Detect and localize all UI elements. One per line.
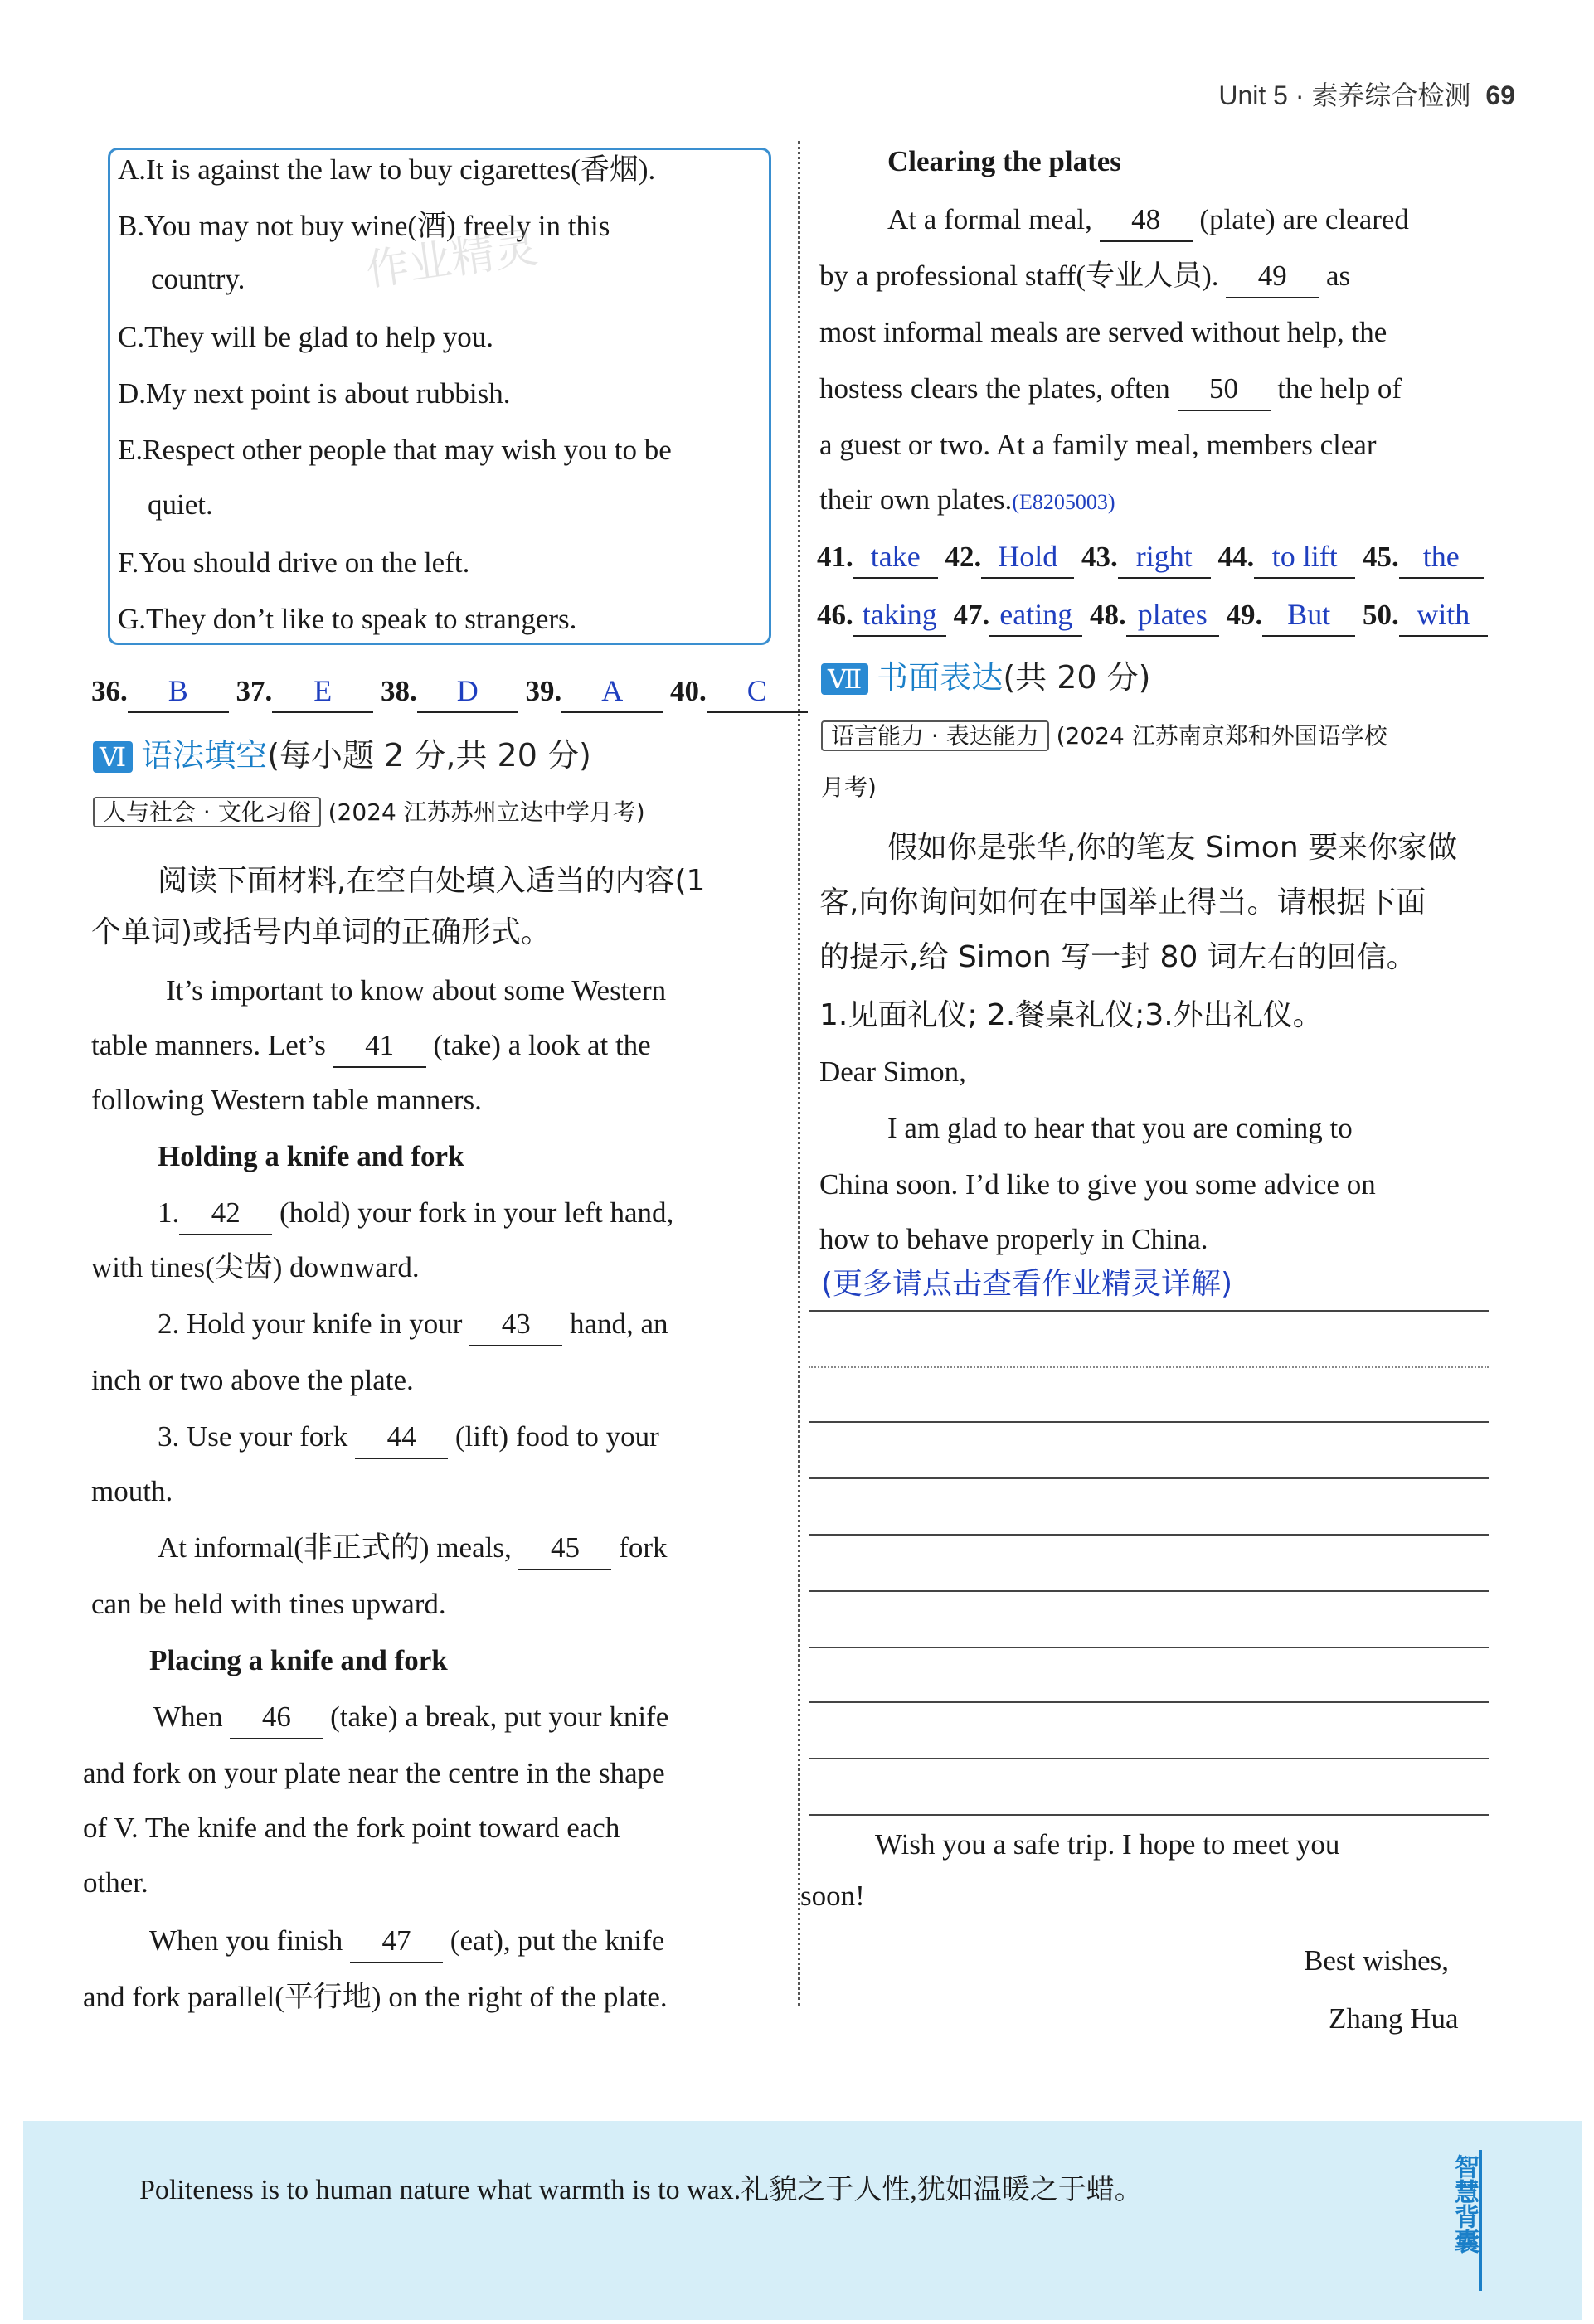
writing-line[interactable] xyxy=(809,1477,1489,1479)
answer-49: But xyxy=(1262,594,1355,637)
footer-side-bar xyxy=(1479,2150,1482,2291)
num-45: 45. xyxy=(1363,541,1399,573)
section-7-instr-1: 假如你是张华,你的笔友 Simon 要来你家做 xyxy=(887,831,1458,865)
passage-p1b: table manners. Let’s 41 (take) a look at the xyxy=(91,1025,651,1068)
passage-p1c: following Western table manners. xyxy=(91,1084,482,1116)
answer-45: the xyxy=(1399,536,1484,579)
passage-p3b: and fork on your plate near the centre in the shape xyxy=(83,1757,665,1789)
passage-item-3: 3. Use your fork 44 (lift) food to your xyxy=(158,1416,659,1459)
num-47: 47. xyxy=(953,599,990,631)
question-code: (E8205003) xyxy=(1012,490,1115,514)
answer-37: E xyxy=(272,670,373,713)
page-number: 69 xyxy=(1485,80,1515,110)
answer-50: with xyxy=(1399,594,1488,637)
section-7-tag-line xyxy=(821,718,1387,754)
answer-40: C xyxy=(707,670,808,713)
passage-p5: At a formal meal, 48 (plate) are cleared xyxy=(887,199,1409,242)
option-b-cont: country. xyxy=(151,263,245,295)
writing-line[interactable] xyxy=(809,1421,1489,1423)
passage-item-1b: with tines(尖齿) downward. xyxy=(91,1251,420,1283)
option-d: D.My next point is about rubbish. xyxy=(118,377,511,410)
passage-item-1: 1. 42 (hold) your fork in your left hand, xyxy=(158,1192,673,1235)
num-37: 37. xyxy=(236,675,273,707)
num-40: 40. xyxy=(670,675,707,707)
passage-item-2b: inch or two above the plate. xyxy=(91,1364,414,1396)
heading-holding: Holding a knife and fork xyxy=(158,1140,464,1172)
section-6-instr-1: 阅读下面材料,在空白处填入适当的内容(1 xyxy=(158,864,706,898)
section-6-number: Ⅵ xyxy=(93,741,133,773)
blank-45: 45 xyxy=(518,1527,611,1570)
writing-line[interactable] xyxy=(809,1814,1489,1816)
num-41: 41. xyxy=(817,541,853,573)
passage-p5c: most informal meals are served without help, the xyxy=(819,316,1387,348)
writing-line[interactable] xyxy=(809,1534,1489,1536)
answer-36: B xyxy=(128,670,229,713)
answer-42: Hold xyxy=(981,536,1074,579)
num-36: 36. xyxy=(91,675,128,707)
answer-41: take xyxy=(853,536,938,579)
letter-signature: Zhang Hua xyxy=(1329,2002,1459,2035)
answer-47: eating xyxy=(989,594,1082,637)
section-6-title xyxy=(93,730,591,775)
section-7-name: 书面表达 xyxy=(877,659,1004,696)
passage-item-3b: mouth. xyxy=(91,1475,173,1507)
watermark: 作业精灵 xyxy=(362,222,541,297)
passage-p3c: of V. The knife and the fork point toward each xyxy=(83,1812,620,1844)
section-7-tag: 语言能力 · 表达能力 xyxy=(821,720,1049,751)
passage-p5b: by a professional staff(专业人员). 49 as xyxy=(819,255,1350,298)
option-a: A.It is against the law to buy cigarettes(香烟). xyxy=(118,153,656,186)
heading-clearing: Clearing the plates xyxy=(887,145,1121,177)
num-43: 43. xyxy=(1081,541,1118,573)
answer-46: taking xyxy=(853,594,946,637)
passage-p3d: other. xyxy=(83,1866,148,1899)
letter-greeting: Dear Simon, xyxy=(819,1055,966,1088)
letter-line-3: how to behave properly in China. xyxy=(819,1223,1208,1255)
passage-p4: When you finish 47 (eat), put the knife xyxy=(149,1920,664,1963)
num-39: 39. xyxy=(525,675,562,707)
passage-item-2: 2. Hold your knife in your 43 hand, an xyxy=(158,1303,668,1346)
passage-p5e: a guest or two. At a family meal, members clear xyxy=(819,429,1377,461)
more-details-link[interactable]: (更多请点击查看作业精灵详解) xyxy=(821,1267,1233,1301)
blank-42: 42 xyxy=(179,1192,272,1235)
passage-p3: When 46 (take) a break, put your knife xyxy=(153,1696,668,1739)
letter-signoff: Best wishes, xyxy=(1304,1944,1449,1977)
answer-39: A xyxy=(561,670,663,713)
option-g: G.They don’t like to speak to strangers. xyxy=(118,603,577,635)
blank-44: 44 xyxy=(355,1416,448,1459)
passage-p4b: and fork parallel(平行地) on the right of the plate. xyxy=(83,1981,668,2013)
answer-43: right xyxy=(1118,536,1211,579)
section-6-name: 语法填空 xyxy=(141,737,268,774)
writing-line[interactable] xyxy=(809,1310,1489,1312)
section-7-score: (共 20 分) xyxy=(1003,659,1151,696)
blank-49: 49 xyxy=(1226,255,1319,298)
section-7-title xyxy=(821,652,1150,697)
letter-closing-1: Wish you a safe trip. I hope to meet you xyxy=(875,1828,1340,1861)
section-6-source: (2024 江苏苏州立达中学月考) xyxy=(328,798,645,826)
answer-44: to lift xyxy=(1254,536,1355,579)
section-6-score: (每小题 2 分,共 20 分) xyxy=(267,737,591,774)
footer-banner xyxy=(23,2121,1582,2320)
answer-48: plates xyxy=(1126,594,1219,637)
column-divider xyxy=(798,141,800,2006)
blank-43: 43 xyxy=(469,1303,562,1346)
writing-line[interactable] xyxy=(809,1758,1489,1759)
blank-46: 46 xyxy=(230,1696,323,1739)
num-49: 49. xyxy=(1226,599,1263,631)
letter-closing-2: soon! xyxy=(800,1880,865,1912)
letter-line-2: China soon. I’d like to give you some advice on xyxy=(819,1168,1376,1201)
option-b: B.You may not buy wine(酒) freely in this xyxy=(118,210,610,242)
section-6-instr-2: 个单词)或括号内单词的正确形式。 xyxy=(91,915,552,949)
answers-41-45 xyxy=(817,536,1484,579)
passage-p5d: hostess clears the plates, often 50 the help of xyxy=(819,368,1402,411)
blank-47: 47 xyxy=(350,1920,443,1963)
section-7-instr-3: 的提示,给 Simon 写一封 80 词左右的回信。 xyxy=(819,940,1417,974)
writing-line[interactable] xyxy=(809,1366,1489,1368)
passage-p5f: their own plates.(E8205003) xyxy=(819,483,1115,516)
option-f: F.You should drive on the left. xyxy=(118,546,470,579)
blank-48: 48 xyxy=(1100,199,1193,242)
num-46: 46. xyxy=(817,599,853,631)
section-7-instr-4: 1.见面礼仪; 2.餐桌礼仪;3.外出礼仪。 xyxy=(819,998,1323,1032)
num-50: 50. xyxy=(1363,599,1399,631)
option-e: E.Respect other people that may wish you to be xyxy=(118,434,672,466)
section-7-source-2: 月考) xyxy=(821,774,877,801)
section-6-tag: 人与社会 · 文化习俗 xyxy=(93,797,321,827)
writing-line[interactable] xyxy=(809,1647,1489,1648)
option-c: C.They will be glad to help you. xyxy=(118,321,493,353)
writing-line[interactable] xyxy=(809,1590,1489,1592)
num-48: 48. xyxy=(1090,599,1126,631)
unit-title: Unit 5 · 素养综合检测 xyxy=(1218,80,1471,110)
section-7-instr-2: 客,向你询问如何在中国举止得当。请根据下面 xyxy=(819,885,1426,919)
passage-p2b: can be held with tines upward. xyxy=(91,1588,446,1620)
num-38: 38. xyxy=(381,675,417,707)
answers-46-50 xyxy=(817,594,1488,637)
footer-quote: Politeness is to human nature what warmth is to wax.礼貌之于人性,犹如温暖之于蜡。 xyxy=(139,2175,1143,2205)
answer-38: D xyxy=(417,670,518,713)
letter-line-1: I am glad to hear that you are coming to xyxy=(887,1112,1353,1144)
num-42: 42. xyxy=(945,541,982,573)
page-header xyxy=(1218,75,1515,113)
passage-p2: At informal(非正式的) meals, 45 fork xyxy=(158,1527,668,1570)
footer-side-label: 智慧背囊 xyxy=(1450,2154,1479,2254)
blank-41: 41 xyxy=(333,1025,426,1068)
section-7-number: Ⅶ xyxy=(821,663,868,695)
blank-50: 50 xyxy=(1178,368,1271,411)
section-6-tag-line xyxy=(93,794,645,831)
writing-line[interactable] xyxy=(809,1701,1489,1703)
num-44: 44. xyxy=(1217,541,1255,573)
answers-36-40 xyxy=(91,670,808,713)
heading-placing: Placing a knife and fork xyxy=(149,1644,448,1676)
option-e-cont: quiet. xyxy=(148,488,213,521)
section-7-source-1: (2024 江苏南京郑和外国语学校 xyxy=(1056,722,1387,750)
passage-p1a: It’s important to know about some Western xyxy=(166,974,667,1007)
